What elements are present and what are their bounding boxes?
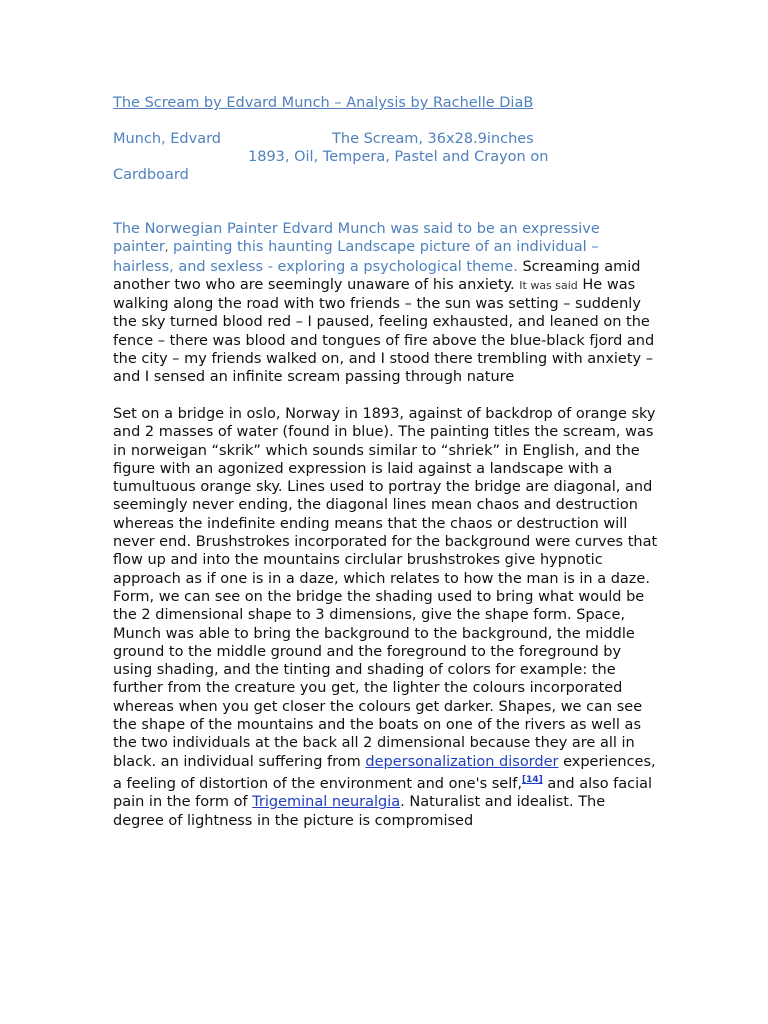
artwork-name: The Scream, 36x28.9inches <box>332 131 534 147</box>
document-page <box>113 94 658 830</box>
artwork-medium: 1893, Oil, Tempera, Pastel and Crayon on <box>248 149 549 165</box>
depersonalization-link[interactable]: depersonalization disorder <box>365 753 559 770</box>
document-title: The Scream by Edvard Munch – Analysis by Rachelle DiaB <box>113 95 534 111</box>
citation-link[interactable]: [14] <box>521 774 543 785</box>
artwork-medium-end: Cardboard <box>113 167 189 183</box>
small-note: It was said <box>519 278 578 292</box>
quote-text: He was walking along the road with two friends – the sun was setting – suddenly the sky turned blood red – I paused, feeling exhausted, and leaned on the fence – there was blood and tongues of fire above the blue-black fjord and the city – my friends walked on, and I stood there trembling with anxiety – and I sensed an infinite scream passing through nature <box>113 276 655 386</box>
artist-line <box>113 130 658 148</box>
analysis-paragraph <box>113 405 658 830</box>
analysis-text-3: and also facial pain in the form of <box>113 775 653 811</box>
analysis-text-4: . Naturalist and idealist. The degree of lightness in the picture is compromised <box>113 794 606 829</box>
analysis-text-2: experiences, a feeling of distortion of the environment and one's self, <box>113 753 656 792</box>
trigeminal-neuralgia-link[interactable]: Trigeminal neuralgia <box>252 794 401 811</box>
artist-name: Munch, Edvard <box>113 131 222 147</box>
intro-paragraph <box>113 220 658 387</box>
intro-text-continued: painting this haunting Landscape picture of an individual – hairless, and sexless - exploring a psychological theme. <box>113 239 599 275</box>
intro-comma: , <box>164 241 169 255</box>
artwork-details <box>113 130 658 184</box>
scream-text: Screaming amid another two who are seemingly unaware of his anxiety. <box>113 258 641 293</box>
details-line-end <box>113 166 658 184</box>
details-line <box>113 148 658 166</box>
intro-text: The Norwegian Painter Edvard Munch was said to be an expressive painter <box>113 221 600 256</box>
analysis-text: Set on a bridge in oslo, Norway in 1893, against of backdrop of orange sky and 2 masses of water (found in blue). The painting titles the scream, was in norweigan “skrik” which sounds similar to “shriek” in English, and the figure with an agonized expression is laid against a landscape with a tumultuous orange sky. Lines used to portray the bridge are diagonal, and seemingly never ending, the diagonal lines mean chaos and destruction whereas the indefinite ending means that the chaos or destruction will never end. Brushstrokes incorporated for the background were curves that flow up and into the mountains circlular brushstrokes give hypnotic approach as if one is in a daze, which relates to how the man is in a daze. Form, we can see on the bridge the shading used to bring what would be the 2 dimensional shape to 3 dimensions, give the shape form. Space, Munch was able to bring the background to the background, the middle ground to the middle ground and the foreground to the foreground by using shading, and the tinting and shading of colors for example: the further from the creature you get, the lighter the colours incorporated whereas when you get closer the colours get darker. Shapes, we can see the shape of the mountains and the boats on one of the rivers as well as the two individuals at the back all 2 dimensional because they are all in black. an individual suffering from <box>113 405 658 770</box>
